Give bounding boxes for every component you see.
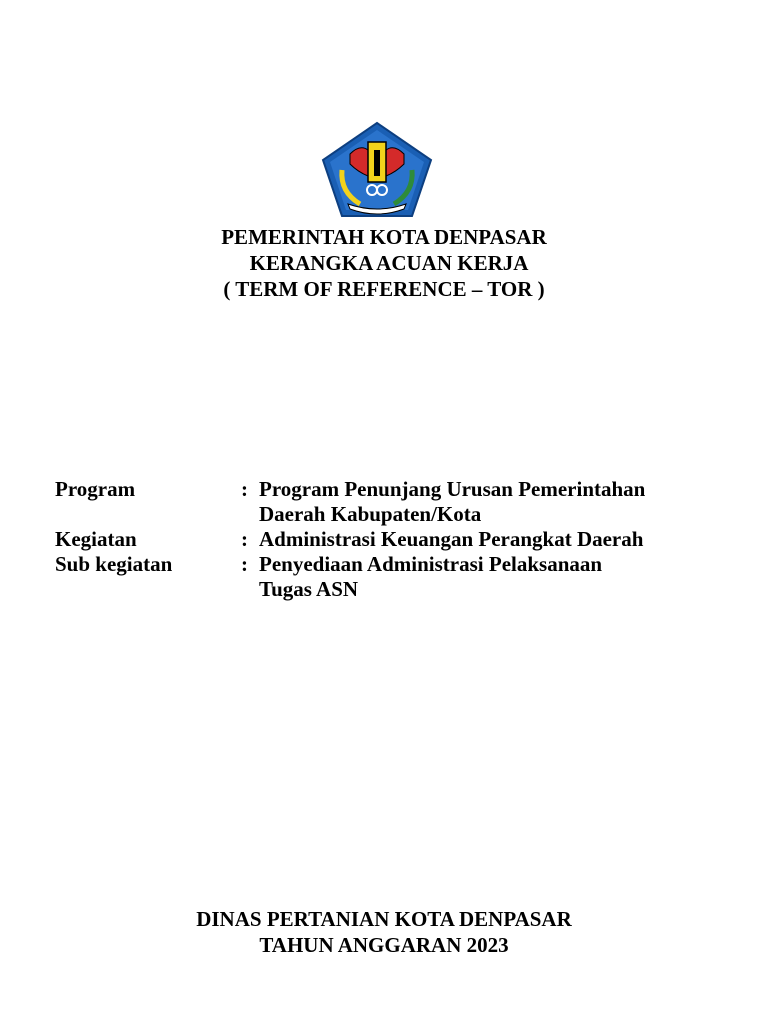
footer-block: [0, 906, 768, 958]
government-title: PEMERINTAH KOTA DENPASAR: [221, 225, 547, 249]
city-emblem-logo: [320, 120, 434, 220]
activity-info-table: [55, 477, 745, 602]
kegiatan-row: [55, 527, 745, 552]
program-value-line: Daerah Kabupaten/Kota: [259, 502, 482, 526]
program-value-line: Program Penunjang Urusan Pemerintahan: [259, 477, 646, 501]
kegiatan-label: Kegiatan: [55, 527, 137, 551]
sub-kegiatan-value-line: Tugas ASN: [259, 577, 359, 601]
sub-kegiatan-label: Sub kegiatan: [55, 552, 173, 576]
program-value: [259, 477, 745, 527]
kegiatan-value-line: Administrasi Keuangan Perangkat Daerah: [259, 527, 644, 551]
sub-kegiatan-row: [55, 552, 745, 602]
sub-kegiatan-colon: :: [241, 552, 248, 576]
kegiatan-colon: :: [241, 527, 248, 551]
program-row: [55, 477, 745, 527]
program-label: Program: [55, 477, 136, 501]
fiscal-year: TAHUN ANGGARAN 2023: [259, 933, 509, 957]
program-colon: :: [241, 477, 248, 501]
kegiatan-value: [259, 527, 745, 552]
document-type-subtitle: ( TERM OF REFERENCE – TOR ): [223, 277, 545, 301]
sub-kegiatan-value-line: Penyediaan Administrasi Pelaksanaan: [259, 552, 603, 576]
document-title-block: [0, 224, 768, 302]
agency-name: DINAS PERTANIAN KOTA DENPASAR: [196, 907, 572, 931]
document-type-title: KERANGKA ACUAN KERJA: [249, 251, 529, 275]
emblem-icon: [320, 120, 434, 220]
sub-kegiatan-value: [259, 552, 745, 602]
